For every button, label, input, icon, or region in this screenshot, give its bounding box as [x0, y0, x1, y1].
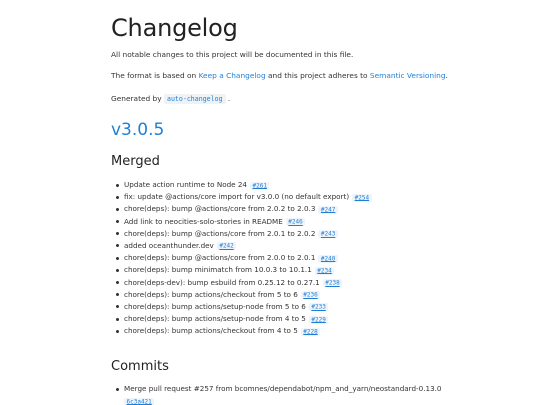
merged-list-item: [124, 277, 504, 289]
merged-item-text: chore(deps): bump actions/setup-node from 5 to 6: [124, 301, 306, 311]
pull-request-link[interactable]: #242: [217, 242, 236, 250]
commits-heading: Commits: [111, 359, 169, 374]
merged-list-item: [124, 228, 504, 240]
generated-suffix: .: [225, 94, 231, 103]
commit-message: Merge pull request #257 from bcomnes/dependabot/npm_and_yarn/neostandard-0.13.0: [124, 384, 442, 393]
merged-list-item: [124, 191, 504, 203]
merged-item-text: chore(deps): bump actions/setup-node from 4 to 5: [124, 314, 306, 324]
commit-hash-link[interactable]: 6c3a421: [124, 398, 154, 405]
merged-item-text: chore(deps): bump @actions/core from 2.0.1 to 2.0.2: [124, 228, 316, 238]
merged-list-item: [124, 203, 504, 215]
format-middle: and this project adheres to: [265, 71, 370, 80]
merged-item-text: chore(deps): bump @actions/core from 2.0.2 to 2.0.3: [124, 204, 316, 214]
format-prefix: The format is based on: [111, 71, 199, 80]
semantic-versioning-link[interactable]: Semantic Versioning: [369, 71, 446, 80]
pull-request-link[interactable]: #243: [318, 230, 337, 238]
merged-heading: Merged: [111, 154, 160, 169]
pull-request-link[interactable]: #247: [318, 206, 337, 214]
commits-list: [111, 383, 504, 405]
generated-paragraph: [111, 94, 230, 104]
keep-a-changelog-link[interactable]: Keep a Changelog: [198, 71, 266, 80]
intro-paragraph: All notable changes to this project will be documented in this file.: [111, 50, 354, 59]
pull-request-link[interactable]: #228: [301, 328, 320, 336]
format-paragraph: [111, 71, 448, 81]
pull-request-link[interactable]: #233: [309, 303, 328, 311]
pull-request-link[interactable]: #236: [301, 291, 320, 299]
merged-list-item: [124, 313, 504, 325]
version-heading[interactable]: [111, 119, 164, 141]
auto-changelog-code: auto-changelog: [164, 94, 226, 104]
page-title: Changelog: [111, 14, 238, 42]
merged-list-item: [124, 289, 504, 301]
merged-list-item: [124, 325, 504, 337]
pull-request-link[interactable]: #234: [315, 267, 334, 275]
merged-item-text: chore(deps): bump minimatch from 10.0.3 to 10.1.1: [124, 265, 312, 275]
generated-prefix: Generated by: [111, 94, 164, 103]
merged-item-text: Update action runtime to Node 24: [124, 180, 248, 189]
pull-request-link[interactable]: #261: [250, 182, 269, 190]
pull-request-link[interactable]: #229: [309, 316, 328, 324]
merged-item-text: chore(deps): bump actions/checkout from 5 to 6: [124, 289, 298, 299]
merged-item-text: Add link to neocities-solo-stories in README: [124, 216, 283, 226]
merged-list-item: [124, 179, 504, 191]
pull-request-link[interactable]: #240: [318, 255, 337, 263]
merged-list-item: [124, 252, 504, 264]
version-link[interactable]: v3.0.5: [111, 120, 165, 140]
merged-item-text: chore(deps-dev): bump esbuild from 0.25.12 to 0.27.1: [124, 277, 320, 287]
pull-request-link[interactable]: #246: [286, 218, 305, 226]
merged-item-text: added oceanthunder.dev: [124, 240, 214, 250]
pull-request-link[interactable]: #238: [323, 279, 342, 287]
merged-list-item: [124, 216, 504, 228]
merged-list-item: [124, 264, 504, 276]
format-suffix: .: [445, 71, 448, 80]
merged-item-text: fix: update @actions/core import for v3.0.0 (no default export): [124, 192, 350, 202]
merged-list-item: [124, 301, 504, 313]
commit-list-item: [124, 383, 504, 405]
merged-list-item: [124, 240, 504, 252]
merged-item-text: chore(deps): bump actions/checkout from 4 to 5: [124, 326, 298, 336]
merged-item-text: chore(deps): bump @actions/core from 2.0.0 to 2.0.1: [124, 253, 316, 263]
pull-request-link[interactable]: #254: [352, 194, 371, 202]
merged-list: [111, 179, 504, 337]
